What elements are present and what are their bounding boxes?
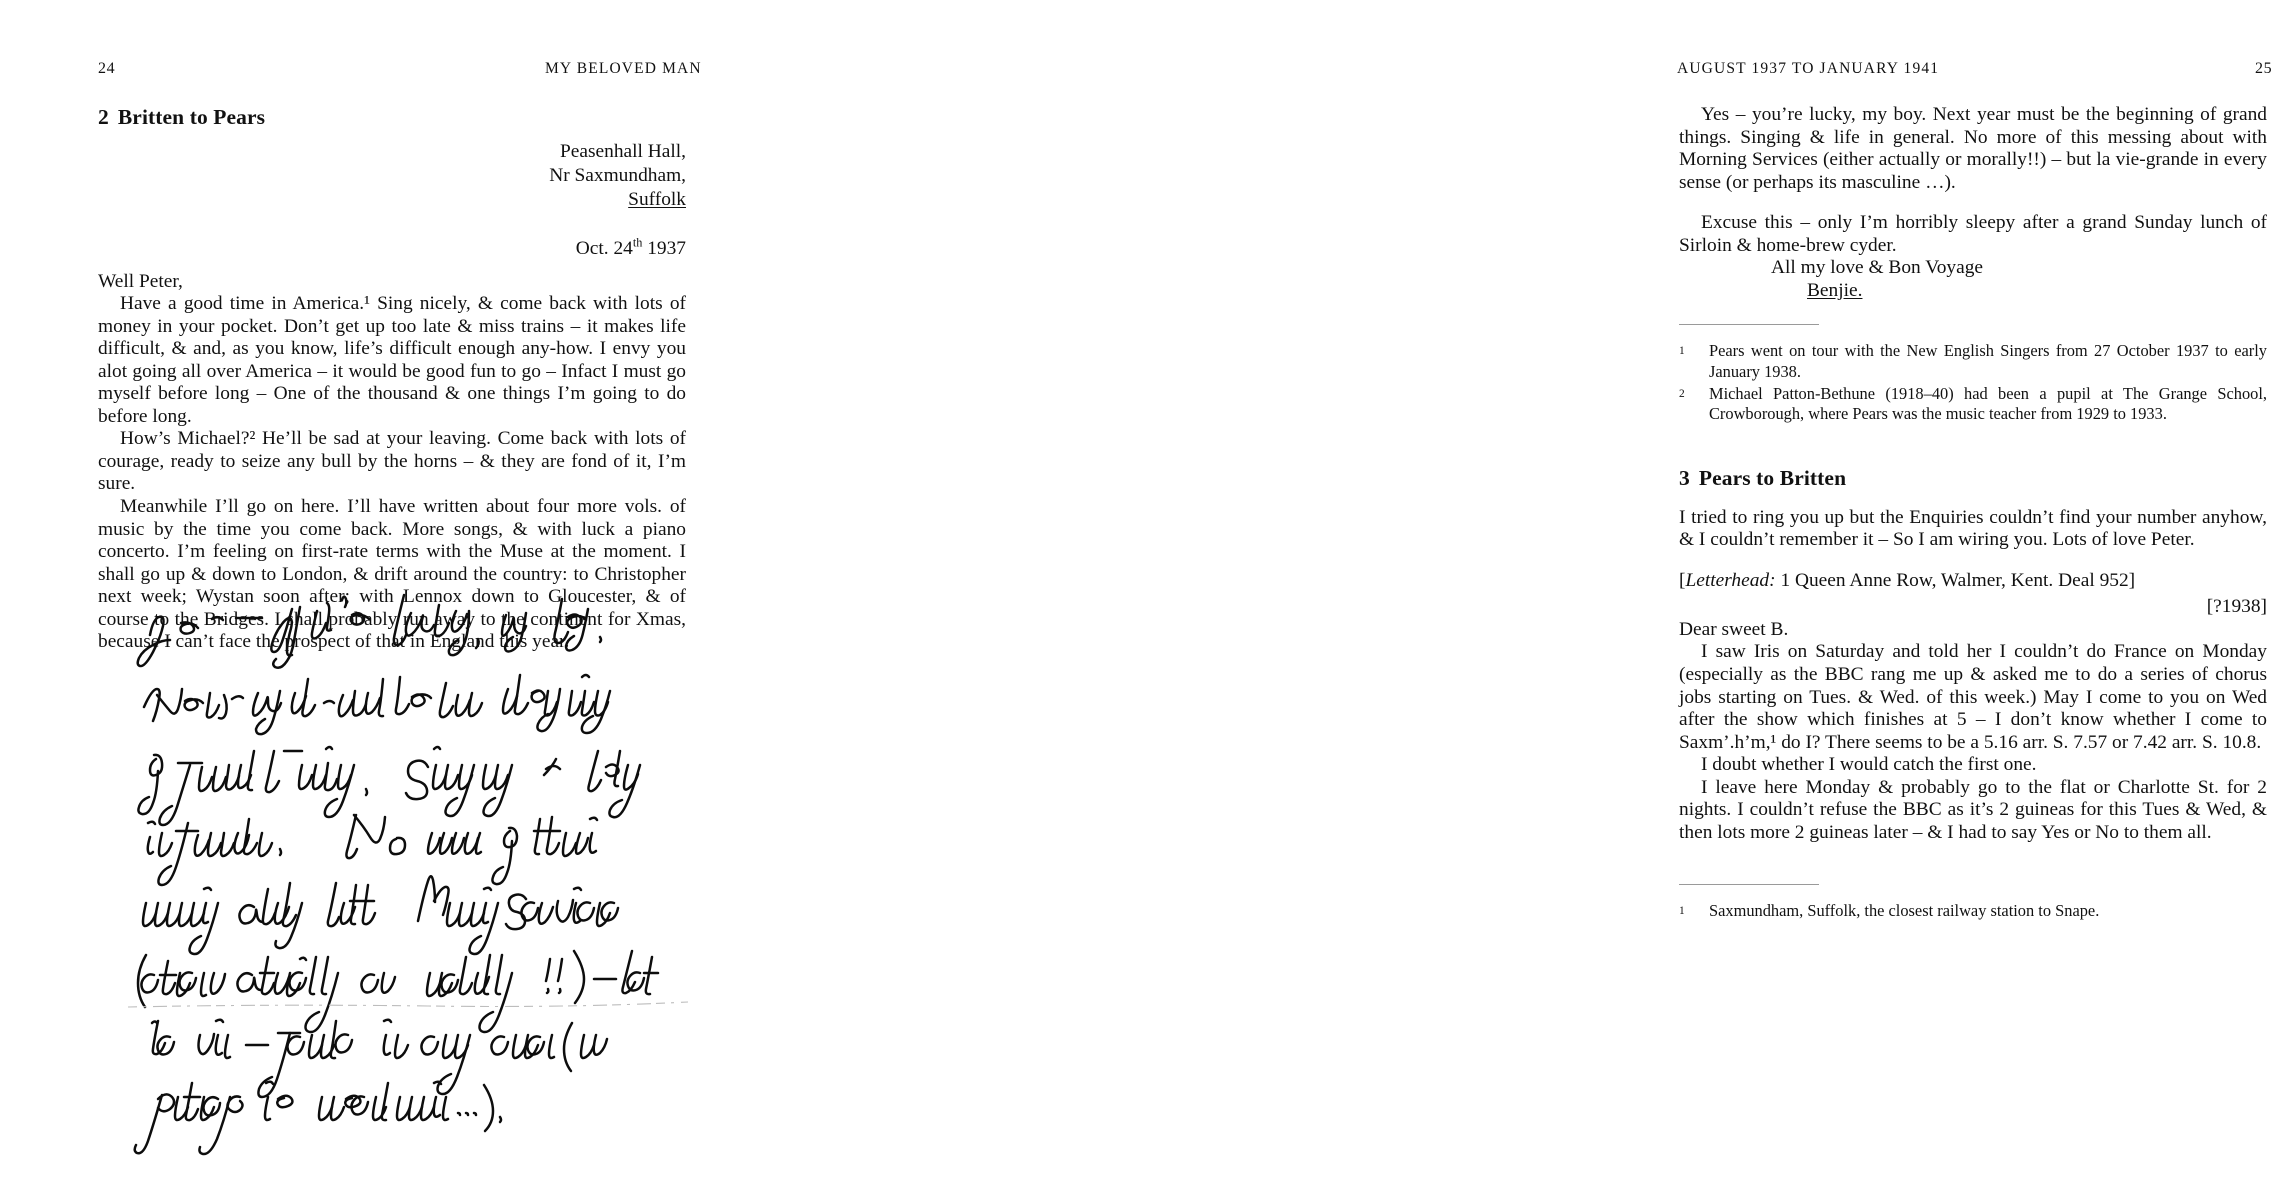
footnote-item — [1679, 341, 2267, 382]
letterhead-address: 1 Queen Anne Row, Walmer, Kent. Deal 952] — [1775, 569, 2136, 591]
date-prefix: Oct. 24 — [575, 238, 633, 259]
letter-2-heading — [98, 104, 686, 130]
letter-3-heading — [1679, 465, 2267, 491]
address-line-3 — [98, 188, 686, 212]
right-column-text — [1679, 104, 2267, 923]
folio-left: 24 — [98, 60, 116, 77]
letter-2-continuation-paragraph-1: Yes – you’re lucky, my boy. Next year must be the beginning of grand things. Singing & life in general. No more of this messing about with Morning Services (either actually or morally!!) – but la vie-grande in every sense (or perhaps its masculine …). — [1679, 104, 2267, 193]
letter-3-paragraph-3: I leave here Monday & probably go to the flat or Charlotte St. for 2 nights. I couldn’t refuse the BBC as it’s 2 guineas for this Tues & Wed, & then lots more 2 guineas later – & I had to say Yes or No to them all. — [1679, 776, 2267, 843]
footnote-text: Saxmundham, Suffolk, the closest railway station to Snape. — [1709, 901, 2100, 921]
letter-3-telegram-text: I tried to ring you up but the Enquiries couldn’t find your number anyhow, & I couldn’t remember it – So I am wiring you. Lots of love Peter. — [1679, 506, 2267, 551]
letter-3-conjectured-date: [?1938] — [2206, 596, 2267, 618]
footnote-rule — [1679, 884, 1819, 885]
footnote-rule — [1679, 324, 1819, 325]
running-head-book-title: MY BELOVED MAN — [545, 60, 702, 77]
letter-2-title: Britten to Pears — [117, 105, 266, 129]
letterhead-label: Letterhead: — [1685, 569, 1776, 591]
letter-2-paragraph-1: Have a good time in America.¹ Sing nicely, & come back with lots of money in your pocket. Don’t get up too late & miss trains – it makes life difficult, & and, as you know, life’s difficult enough any-how. I envy you alot going all over America – it would be good fun to go – Infact I must go myself before long – One of the thousand & one things I’m going to do before long. — [98, 293, 686, 427]
letter-2-dateline — [98, 235, 686, 261]
left-column-text — [98, 104, 686, 654]
letter-3-title: Pears to Britten — [1698, 465, 1847, 490]
letter-2-paragraph-2: How’s Michael?² He’ll be sad at your leaving. Come back with lots of courage, ready to seize any bull by the horns – & they are fond of it, I’m sure. — [98, 428, 686, 495]
letter-2-number: 2 — [98, 105, 109, 129]
folio-right: 25 — [2255, 60, 2272, 77]
letterhead-bracket-open: [ — [1679, 569, 1686, 591]
address-county: Suffolk — [628, 189, 686, 210]
footnote-number: 1 — [1679, 345, 1685, 358]
letter-3-paragraph-1: I saw Iris on Saturday and told her I couldn’t do France on Monday (especially as the BBC rang me up & asked me to do a series of chorus jobs starting on Tues. & Wed. of this week.) May I come to you on Wed after the show which finishes at 5 – I don’t know whether I come to Saxm’.h’m,¹ do I? There seems to be a 5.16 arr. S. 7.57 or 7.42 arr. S. 10.8. — [1679, 641, 2267, 753]
footnote-item — [1679, 384, 2267, 425]
letter-3-salutation: Dear sweet B. — [1679, 618, 1789, 640]
letter-2-paragraph-3: Meanwhile I’ll go on here. I’ll have written about four more vols. of music by the time you come back. More songs, & with luck a piano concerto. I’m feeling on first-rate terms with the Muse at the moment. I shall go up & down to London, & drift around the country: to Christopher next week; Wystan soon after; with Lennox down to Gloucester, & of course to the Bridges. I shall probably run away to the continent for Xmas, because I can’t face the prospect of that in England this year. — [98, 496, 686, 653]
footnote-text: Pears went on tour with the New English Singers from 27 October 1937 to early January 1938. — [1709, 341, 2267, 381]
handwritten-letter-facsimile — [128, 583, 688, 1023]
letter-2-salutation: Well Peter, — [98, 270, 183, 292]
footnote-number: 1 — [1679, 905, 1685, 918]
letter-3-paragraph-2: I doubt whether I would catch the first one. — [1701, 754, 2037, 776]
footnote-number: 2 — [1679, 387, 1685, 400]
letter-3-letterhead — [1679, 570, 2267, 593]
page-right — [800, 0, 2272, 1200]
address-line-2: Nr Saxmundham, — [549, 165, 686, 186]
date-ordinal-suffix: th — [632, 235, 643, 250]
letter-2-signature — [1679, 280, 2267, 303]
letter-3-number: 3 — [1679, 465, 1690, 490]
date-year: 1937 — [642, 238, 686, 259]
footnote-item — [1679, 901, 2267, 922]
address-line-1: Peasenhall Hall, — [559, 141, 686, 162]
running-head-part-title: AUGUST 1937 TO JANUARY 1941 — [1677, 60, 1940, 77]
page-left — [0, 0, 800, 1200]
footnote-text: Michael Patton-Bethune (1918–40) had been a pupil at The Grange School, Crowborough, where Pears was the music teacher from 1929 to 1933. — [1709, 383, 2267, 424]
signature-text: Benjie. — [1807, 279, 1863, 301]
letter-3-footnotes — [1679, 884, 2267, 922]
letter-2-signoff: All my love & Bon Voyage — [1771, 257, 1984, 279]
letter-2-address-block — [98, 140, 686, 212]
letter-2-footnotes — [1679, 324, 2267, 424]
letter-2-continuation-paragraph-2: Excuse this – only I’m horribly sleepy after a grand Sunday lunch of Sirloin & home-brew cyder. — [1679, 212, 2267, 256]
